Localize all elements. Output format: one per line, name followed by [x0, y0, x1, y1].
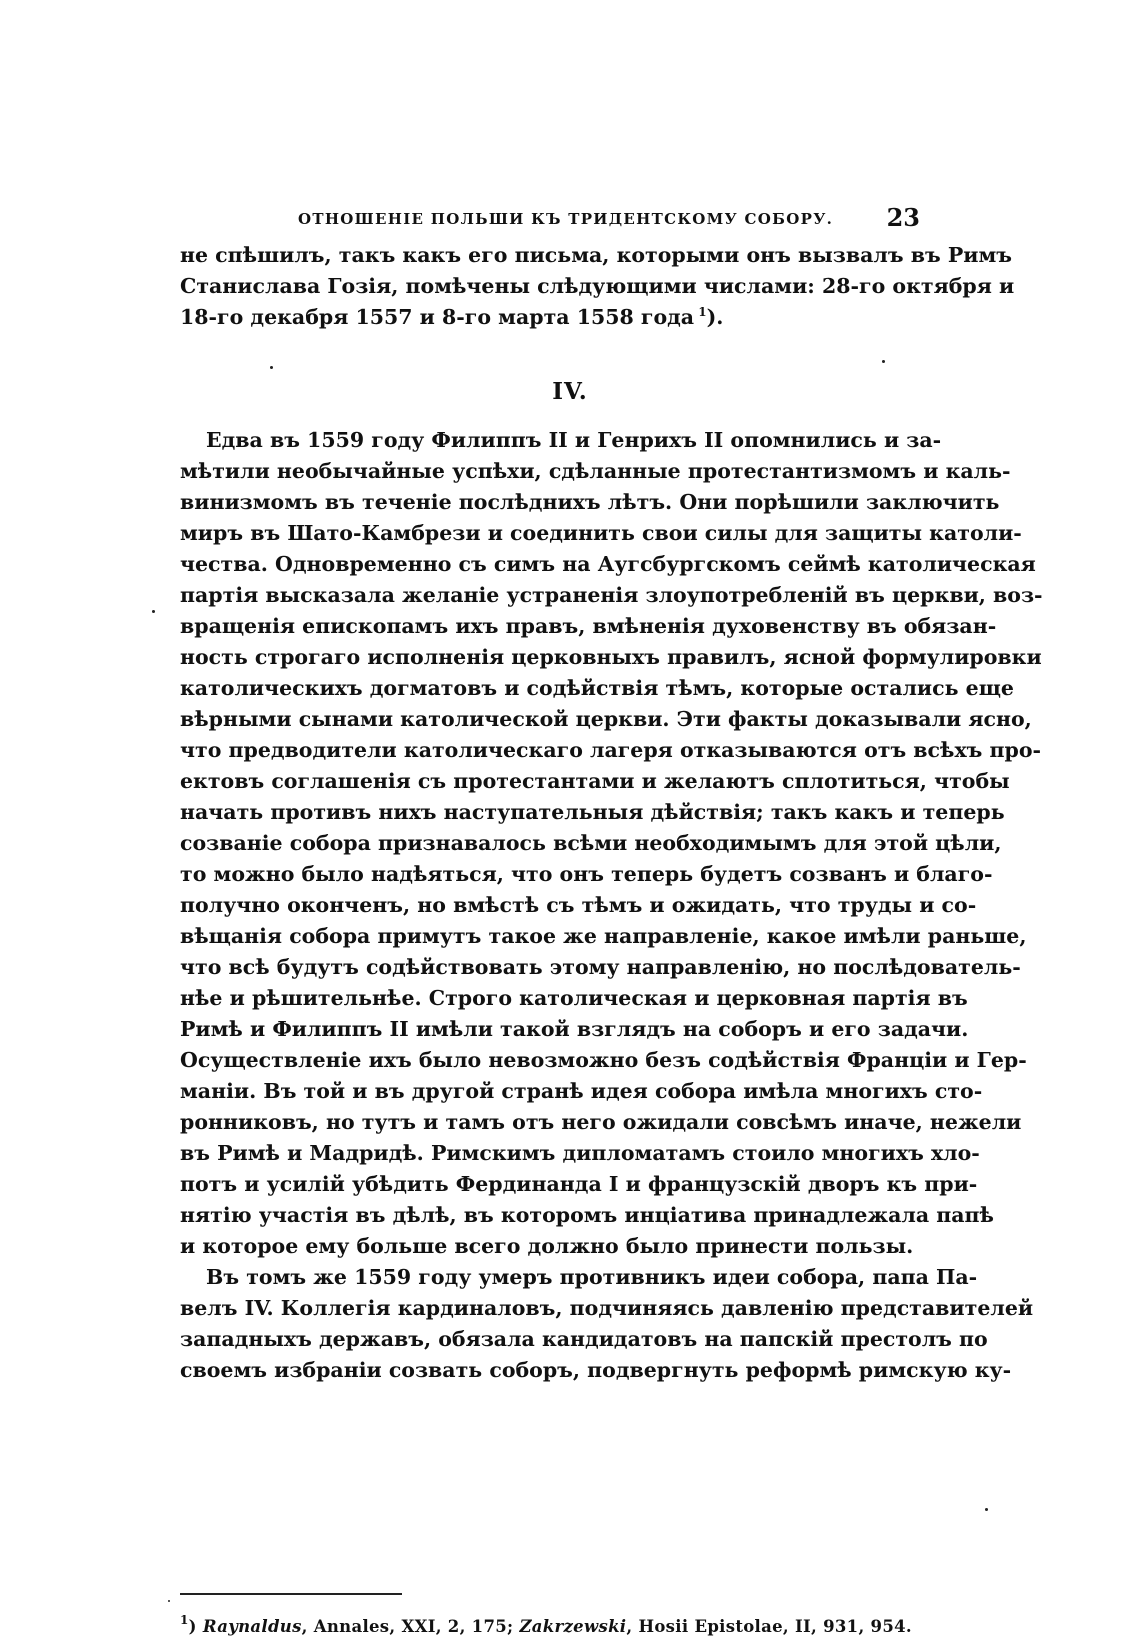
scan-speck	[270, 366, 273, 369]
text-line-tail: ).	[706, 305, 724, 329]
footnote-number: 1	[180, 1613, 189, 1627]
text-line: мѣтили необычайные успѣхи, сдѣланные протестантизмомъ и каль-	[180, 459, 1011, 483]
paragraph-1	[180, 425, 1043, 1262]
footnote-rule	[180, 1593, 402, 1595]
text-line: миръ въ Шато-Камбрези и соединить свои силы для защиты католи-	[180, 521, 1022, 545]
footnote-reference: , Hosii Epistolae, II, 931, 954.	[626, 1617, 912, 1636]
scan-speck	[882, 360, 885, 363]
intro-text	[180, 240, 1015, 333]
paragraph-2	[180, 1262, 1034, 1386]
footnote-marker: 1	[698, 305, 707, 319]
scan-speck	[985, 1508, 988, 1511]
text-line: получно оконченъ, но вмѣстѣ съ тѣмъ и ожидать, что труды и со-	[180, 893, 977, 917]
text-line: Станислава Гозія, помѣчены слѣдующими числами: 28-го октября и	[180, 274, 1015, 298]
text-line: Осуществленіе ихъ было невозможно безъ содѣйствія Франціи и Гер-	[180, 1048, 1027, 1072]
text-line: своемъ избраніи созвать соборъ, подвергнуть реформѣ римскую ку-	[180, 1358, 1012, 1382]
text-line: Въ томъ же 1559 году умеръ противникъ идеи собора, папа Па-	[206, 1265, 978, 1289]
footnote-author: Raynaldus	[202, 1617, 302, 1636]
text-line: винизмомъ въ теченіе послѣднихъ лѣтъ. Они порѣшили заключить	[180, 490, 1000, 514]
text-line: созваніе собора признавалось всѣми необходимымъ для этой цѣли,	[180, 831, 1002, 855]
text-line: начать противъ нихъ наступательныя дѣйствія; такъ какъ и теперь	[180, 800, 1005, 824]
text-line: ронниковъ, но тутъ и тамъ отъ него ожидали совсѣмъ иначе, нежели	[180, 1110, 1022, 1134]
scan-speck	[168, 1600, 170, 1602]
text-line: западныхъ державъ, обязала кандидатовъ на папскій престолъ по	[180, 1327, 988, 1351]
running-head	[180, 200, 920, 240]
text-line: ектовъ соглашенія съ протестантами и желаютъ сплотиться, чтобы	[180, 769, 1010, 793]
scan-speck	[152, 610, 155, 613]
text-line: Едва въ 1559 году Филиппъ II и Генрихъ II опомнились и за-	[206, 428, 942, 452]
section-heading: IV.	[552, 378, 588, 405]
text-line: нятію участія въ дѣлѣ, въ которомъ инціатива принадлежала папѣ	[180, 1203, 994, 1227]
footnote-author: Zakrzewski	[519, 1617, 627, 1636]
text-line: католическихъ догматовъ и содѣйствія тѣмъ, которые остались еще	[180, 676, 1014, 700]
text-line: ность строгаго исполненія церковныхъ правилъ, ясной формулировки	[180, 645, 1042, 669]
text-line: и которое ему больше всего должно было принести пользы.	[180, 1234, 914, 1258]
text-line: чества. Одновременно съ симъ на Аугсбургскомъ сеймѣ католическая	[180, 552, 1036, 576]
text-line: что всѣ будутъ содѣйствовать этому направленію, но послѣдователь-	[180, 955, 1021, 979]
running-title: ОТНОШЕНІЕ ПОЛЬШИ КЪ ТРИДЕНТСКОМУ СОБОРУ.	[298, 210, 834, 228]
text-line-body: 18-го декабря 1557 и 8-го марта 1558 года	[180, 305, 695, 329]
text-line: въ Римѣ и Мадридѣ. Римскимъ дипломатамъ стоило многихъ хло-	[180, 1141, 980, 1165]
text-line: партія высказала желаніе устраненія злоупотребленій въ церкви, воз-	[180, 583, 1043, 607]
text-line: то можно было надѣяться, что онъ теперь будетъ созванъ и благо-	[180, 862, 993, 886]
text-line: нѣе и рѣшительнѣе. Строго католическая и церковная партія въ	[180, 986, 968, 1010]
text-line: не спѣшилъ, такъ какъ его письма, которыми онъ вызвалъ въ Римъ	[180, 243, 1012, 267]
footnote: $^1$) Raynaldus, Annales, XXI, 2, 175; Zakrzewski, Hosii Epistolae, II, 931, 954.	[180, 1613, 912, 1636]
text-line: что предводители католическаго лагеря отказываются отъ всѣхъ про-	[180, 738, 1042, 762]
text-line: потъ и усилій убѣдить Фердинанда I и французскій дворъ къ при-	[180, 1172, 978, 1196]
text-line: маніи. Въ той и въ другой странѣ идея собора имѣла многихъ сто-	[180, 1079, 983, 1103]
text-line: велъ IV. Коллегія кардиналовъ, подчиняясь давленію представителей	[180, 1296, 1034, 1320]
text-line: вѣщанія собора примутъ такое же направленіе, какое имѣли раньше,	[180, 924, 1027, 948]
text-line: вѣрными сынами католической церкви. Эти факты доказывали ясно,	[180, 707, 1032, 731]
page-number: 23	[886, 203, 920, 232]
text-line: Римѣ и Филиппъ II имѣли такой взглядъ на соборъ и его задачи.	[180, 1017, 969, 1041]
text-line	[180, 302, 920, 333]
footnote-reference: , Annales, XXI, 2, 175;	[301, 1617, 520, 1636]
text-line: вращенія епископамъ ихъ правъ, вмѣненія духовенству въ обязан-	[180, 614, 997, 638]
